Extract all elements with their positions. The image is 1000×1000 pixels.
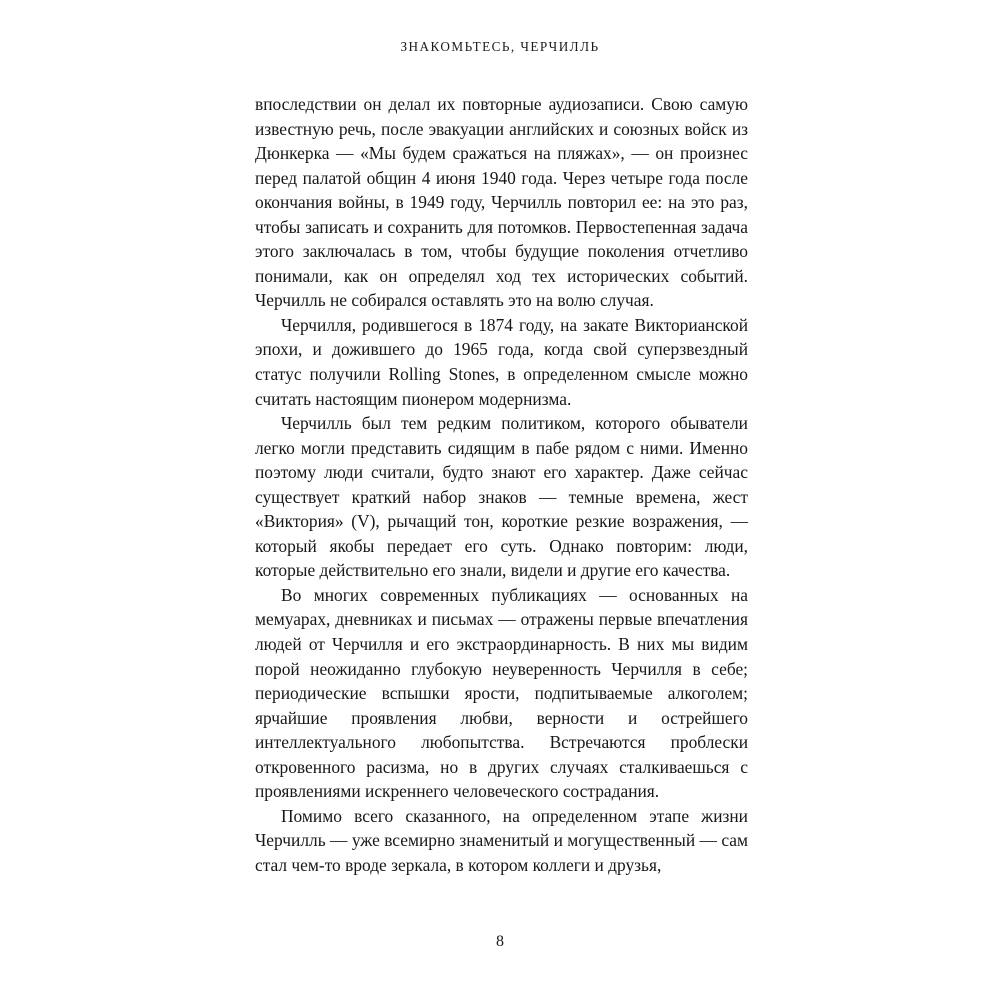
body-text-block bbox=[255, 92, 748, 878]
paragraph-5: Помимо всего сказанного, на определенном этапе жизни Черчилль — уже всемирно знаменитый и могущественный — сам стал чем-то вроде зеркала, в котором коллеги и друзья, bbox=[255, 805, 748, 875]
paragraph-2: Черчилля, родившегося в 1874 году, на закате Викторианской эпохи, и дожившего до 1965 года, когда свой суперзвездный статус получили Rolling Stones, в определенном смысле можно считать настоящим пионером модернизма. bbox=[255, 314, 748, 409]
page-number: 8 bbox=[496, 933, 504, 950]
paragraph-4: Во многих современных публикациях — основанных на мемуарах, дневниках и письмах — отражены первые впечатления людей от Черчилля и его экстраординарность. В них мы видим порой неожиданно глубокую неуверенность Черчилля в себе; периодические вспышки ярости, подпитываемые алкоголем; ярчайшие проявления любви, верности и острейшего интеллектуального любопытства. Встречаются проблески откровенного расизма, но в других случаях сталкиваешься с проявлениями искреннего человеческого сострадания. bbox=[255, 584, 748, 802]
running-head: ЗНАКОМЬТЕСЬ, ЧЕРЧИЛЛЬ bbox=[400, 39, 600, 54]
paragraph-3: Черчилль был тем редким политиком, которого обыватели легко могли представить сидящим в пабе рядом с ними. Именно поэтому люди считали, будто знают его характер. Даже сейчас существует краткий набор знаков — темные времена, жест «Виктория» (V), рычащий тон, короткие резкие возражения, — который якобы передает его суть. Однако повторим: люди, которые действительно его знали, видели и другие его качества. bbox=[255, 413, 748, 581]
paragraph-1: впоследствии он делал их повторные аудиозаписи. Свою самую известную речь, после эвакуации английских и союзных войск из Дюнкерка — «Мы будем сражаться на пляжах», — он произнес перед палатой общин 4 июня 1940 года. Через четыре года после окончания войны, в 1949 году, Черчилль повторил ее: на это раз, чтобы записать и сохранить для потомков. Первостепенная задача этого заключалась в том, чтобы будущие поколения отчетливо понимали, как он определял ход тех исторических событий. Черчилль не собирался оставлять это на волю случая. bbox=[255, 94, 748, 311]
